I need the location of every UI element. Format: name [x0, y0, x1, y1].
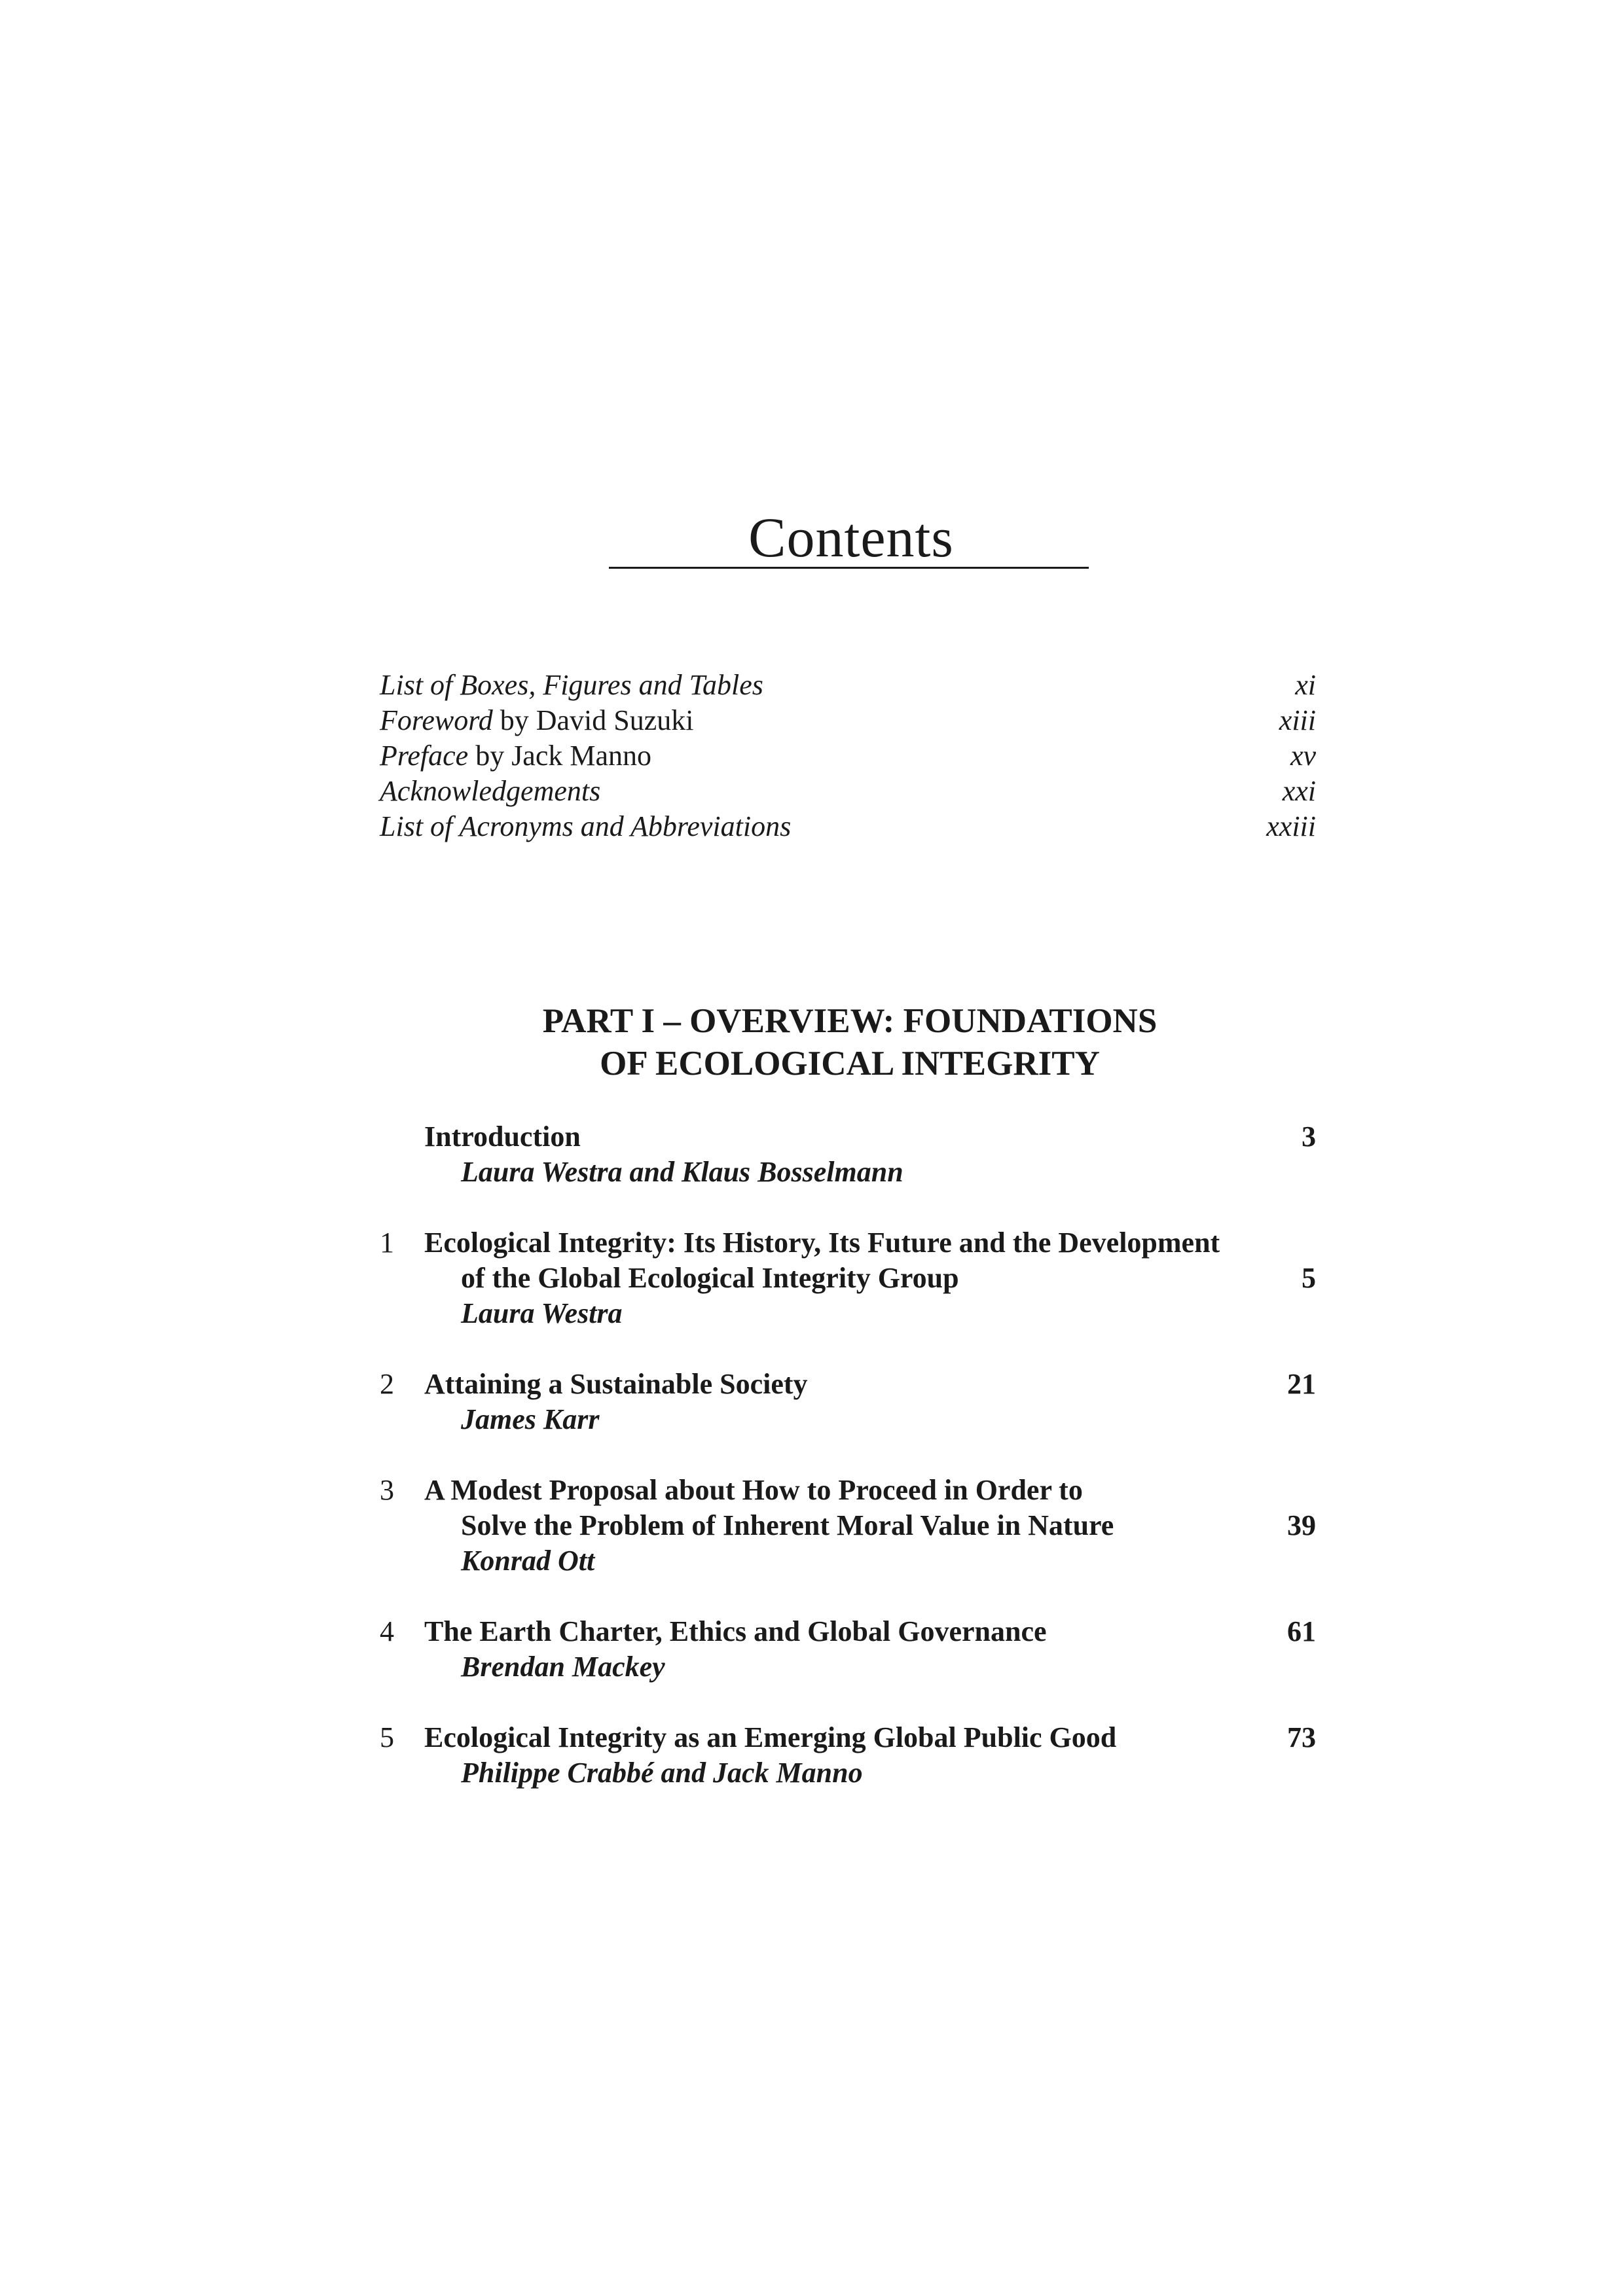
chapter-entry[interactable] — [380, 1225, 1316, 1331]
front-matter-item[interactable] — [380, 809, 1316, 844]
front-matter-item[interactable] — [380, 738, 1316, 774]
part-heading-line-1: PART I – OVERVIEW: FOUNDATIONS — [542, 1002, 1158, 1040]
chapter-title: Introduction — [424, 1121, 581, 1153]
chapter-page: 61 — [1287, 1615, 1316, 1647]
chapter-title-continued: of the Global Ecological Integrity Group — [461, 1262, 959, 1294]
chapter-title: The Earth Charter, Ethics and Global Governance — [424, 1615, 1047, 1647]
chapter-author: Laura Westra and Klaus Bosselmann — [461, 1156, 903, 1188]
front-matter-title: Foreword — [380, 704, 493, 736]
chapter-list — [380, 1119, 1316, 1826]
front-matter-list — [380, 668, 1316, 844]
chapter-number: 3 — [380, 1474, 394, 1506]
chapter-number: 1 — [380, 1227, 394, 1259]
chapter-entry[interactable] — [380, 1367, 1316, 1437]
front-matter-item[interactable] — [380, 774, 1316, 809]
front-matter-title: List of Acronyms and Abbreviations — [380, 810, 792, 842]
front-matter-page: xi — [1295, 669, 1316, 701]
chapter-entry[interactable] — [380, 1119, 1316, 1190]
title-rule — [609, 567, 1089, 569]
chapter-page: 5 — [1302, 1262, 1316, 1294]
chapter-title-continued: Solve the Problem of Inherent Moral Value in Nature — [461, 1509, 1114, 1541]
chapter-title: Ecological Integrity: Its History, Its Future and the Development — [424, 1227, 1220, 1259]
front-matter-title: Acknowledgements — [380, 775, 601, 807]
chapter-author: James Karr — [461, 1403, 600, 1435]
chapter-page: 39 — [1287, 1509, 1316, 1541]
page-title: Contents — [748, 505, 954, 569]
front-matter-item[interactable] — [380, 703, 1316, 738]
chapter-author: Laura Westra — [461, 1297, 623, 1329]
front-matter-item[interactable] — [380, 668, 1316, 703]
chapter-page: 3 — [1302, 1121, 1316, 1153]
front-matter-page: xiii — [1279, 704, 1316, 736]
front-matter-byline: by Jack Manno — [468, 740, 652, 772]
front-matter-page: xv — [1290, 740, 1316, 772]
chapter-author: Philippe Crabbé and Jack Manno — [461, 1757, 863, 1789]
chapter-number: 2 — [380, 1368, 394, 1400]
chapter-number: 5 — [380, 1721, 394, 1753]
chapter-author: Konrad Ott — [461, 1545, 595, 1577]
part-heading — [0, 1000, 1623, 1085]
chapter-entry[interactable] — [380, 1473, 1316, 1579]
chapter-page: 21 — [1287, 1368, 1316, 1400]
chapter-title: Attaining a Sustainable Society — [424, 1368, 808, 1400]
front-matter-title: List of Boxes, Figures and Tables — [380, 669, 763, 701]
part-heading-line-2: OF ECOLOGICAL INTEGRITY — [600, 1045, 1100, 1083]
front-matter-title: Preface — [380, 740, 469, 772]
chapter-author: Brendan Mackey — [461, 1651, 665, 1683]
front-matter-byline: by David Suzuki — [492, 704, 694, 736]
chapter-title: A Modest Proposal about How to Proceed in Order to — [424, 1474, 1083, 1506]
front-matter-page: xxi — [1282, 775, 1316, 807]
chapter-page: 73 — [1287, 1721, 1316, 1753]
chapter-entry[interactable] — [380, 1720, 1316, 1791]
chapter-title: Ecological Integrity as an Emerging Global Public Good — [424, 1721, 1117, 1753]
front-matter-page: xxiii — [1266, 810, 1316, 842]
chapter-number: 4 — [380, 1615, 394, 1647]
chapter-entry[interactable] — [380, 1614, 1316, 1685]
